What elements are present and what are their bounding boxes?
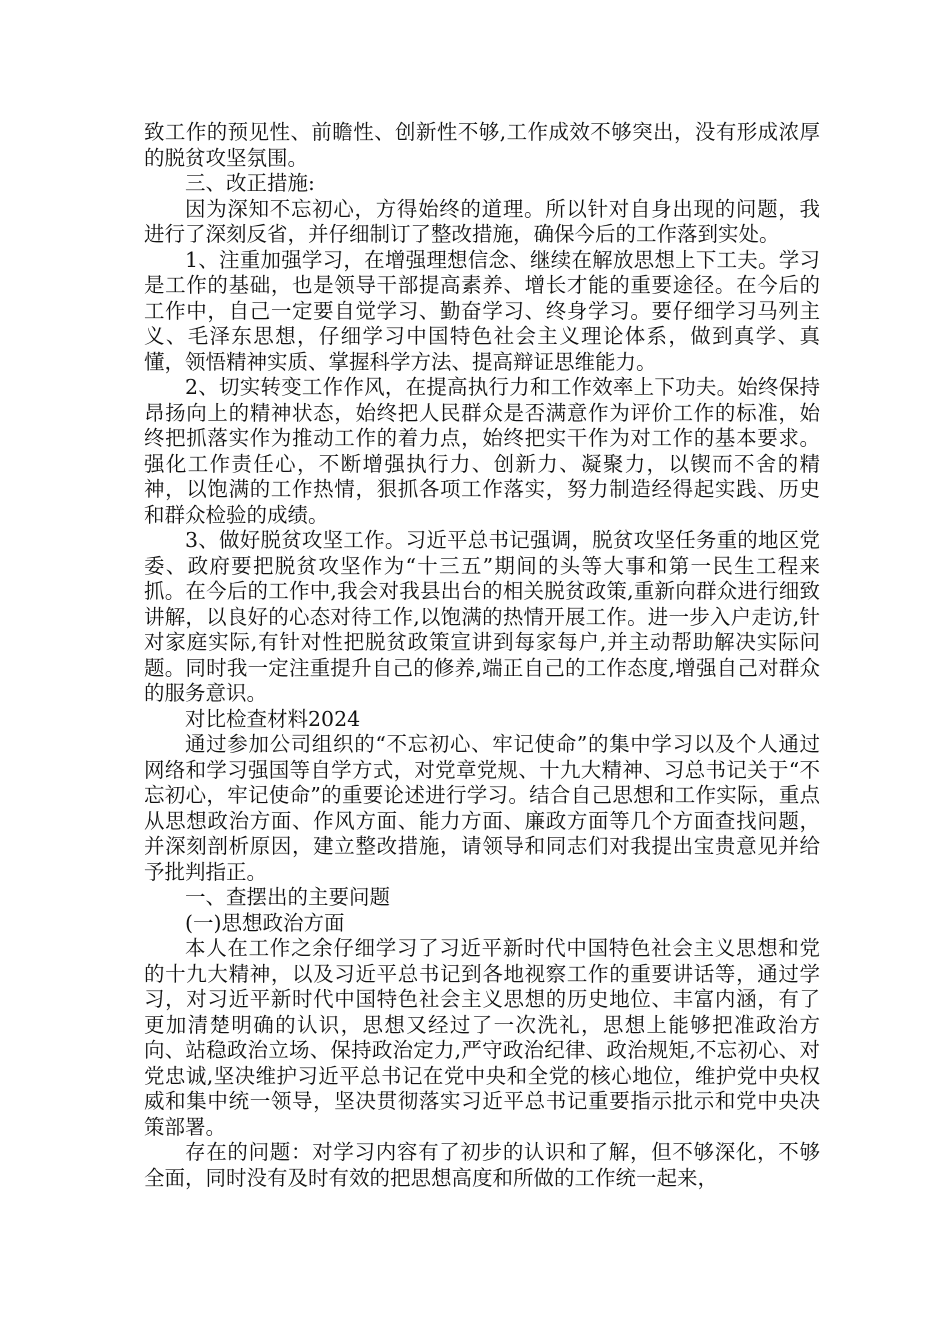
document-title: 对比检查材料2024: [185, 706, 361, 731]
paragraph-ideology: 本人在工作之余仔细学习了习近平新时代中国特色社会主义思想和党的十九大精神，以及习近平总书记到各地视察工作的重要讲话等，通过学习，对习近平新时代中国特色社会主义思想的历史地位、丰富内涵，有了更加清楚明确的认识，思想又经过了一次洗礼，思想上能够把准政治方向、站稳政治立场、保持政治定力,严守政治纪律、政治规矩,不忘初心、对党忠诚,坚决维护习近平总书记在党中央和全党的核心地位，维护党中央权威和集中统一领导，坚决贯彻落实习近平总书记重要指示批示和党中央决策部署。: [144, 936, 820, 1139]
subsection-heading-ideology: (一)思想政治方面: [185, 910, 345, 935]
document-page: [144, 120, 820, 1191]
paragraph-measure-2: 2、切实转变工作作风，在提高执行力和工作效率上下功夫。始终保持昂扬向上的精神状态，始终把人民群众是否满意作为评价工作的标准，始终把抓落实作为推动工作的着力点，始终把实干作为对工作的基本要求。强化工作责任心，不断增强执行力、创新力、凝聚力，以锲而不舍的精神，以饱满的工作热情，狠抓各项工作落实，努力制造经得起实践、历史和群众检验的成绩。: [144, 375, 820, 527]
paragraph-continuation: 致工作的预见性、前瞻性、创新性不够,工作成效不够突出，没有形成浓厚的脱贫攻坚氛围。: [144, 120, 820, 170]
paragraph-existing-problems: 存在的问题：对学习内容有了初步的认识和了解，但不够深化，不够全面，同时没有及时有效的把思想高度和所做的工作统一起来，: [144, 1140, 820, 1190]
paragraph-measure-3: 3、做好脱贫攻坚工作。习近平总书记强调，脱贫攻坚任务重的地区党委、政府要把脱贫攻坚作为“十三五”期间的头等大事和第一民生工程来抓。在今后的工作中,我会对我县出台的相关脱贫政策,重新向群众进行细致讲解，以良好的心态对待工作,以饱满的热情开展工作。进一步入户走访,针对家庭实际,有针对性把脱贫政策宣讲到每家每户,并主动帮助解决实际问题。同时我一定注重提升自己的修养,端正自己的工作态度,增强自己对群众的服务意识。: [144, 528, 820, 705]
paragraph-measure-1: 1、注重加强学习，在增强理想信念、继续在解放思想上下工夫。学习是工作的基础，也是领导干部提高素养、增长才能的重要途径。在今后的工作中，自己一定要自觉学习、勤奋学习、终身学习。要仔细学习马列主义、毛泽东思想，仔细学习中国特色社会主义理论体系，做到真学、真懂，领悟精神实质、掌握科学方法、提高辩证思维能力。: [144, 247, 820, 374]
section-heading-problems: 一、查摆出的主要问题: [185, 885, 390, 909]
paragraph-preamble: 通过参加公司组织的“不忘初心、牢记使命”的集中学习以及个人通过网络和学习强国等自学方式，对党章党规、十九大精神、习总书记关于“不忘初心，牢记使命”的重要论述进行学习。结合自己思想和工作实际，重点从思想政治方面、作风方面、能力方面、廉政方面等几个方面查找问题，并深刻剖析原因，建立整改措施，请领导和同志们对我提出宝贵意见并给予批判指正。: [144, 732, 820, 884]
section-heading-corrective-measures: 三、改正措施:: [185, 171, 315, 195]
paragraph-intro: 因为深知不忘初心，方得始终的道理。所以针对自身出现的问题，我进行了深刻反省，并仔细制订了整改措施，确保今后的工作落到实处。: [144, 196, 820, 246]
